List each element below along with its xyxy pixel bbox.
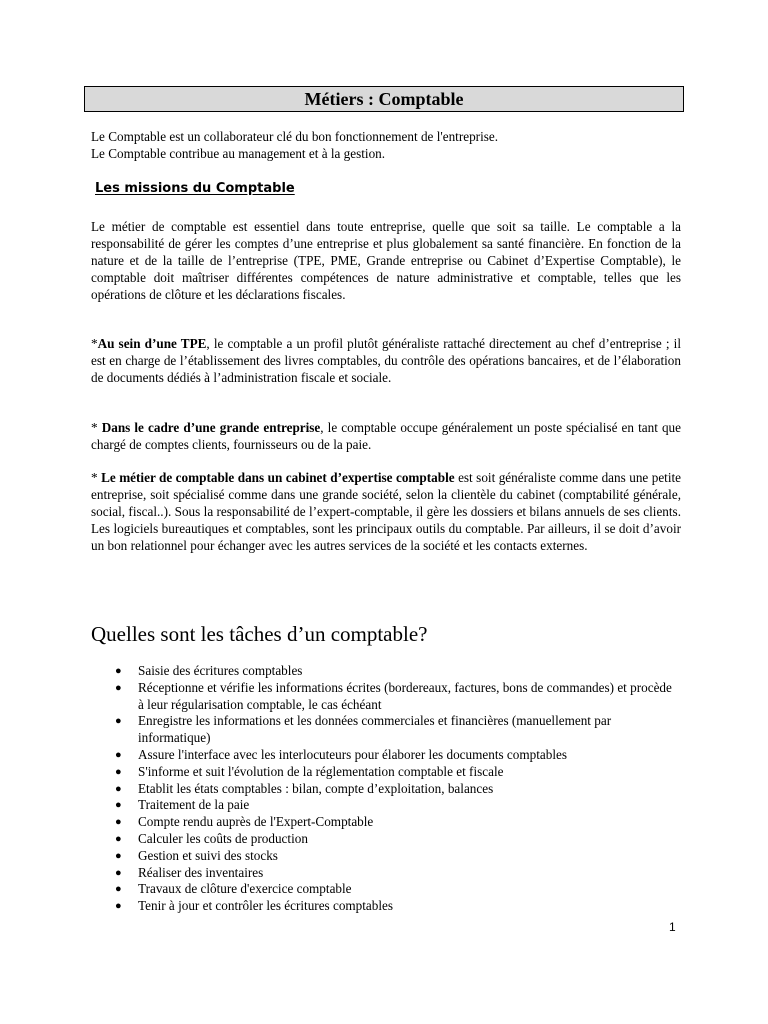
task-text: Assure l'interface avec les interlocuteurs pour élaborer les documents comptables [138,746,567,762]
task-list-item [91,898,681,915]
paragraph-tpe [91,335,681,386]
task-text: Réceptionne et vérifie les informations écrites (bordereaux, factures, bons de commandes) et procède à leur régularisation comptable, le cas échéant [138,679,672,712]
intro-line: Le Comptable contribue au management et à la gestion. [91,146,386,161]
paragraph-grande-entreprise [91,419,681,453]
bullet-icon: ● [115,748,122,761]
section-heading: Les missions du Comptable [95,181,295,196]
task-list-item [91,680,681,714]
task-text: Réaliser des inventaires [138,864,264,880]
task-text: Calculer les coûts de production [138,830,308,846]
bullet-icon: ● [115,715,122,728]
bullet-icon: ● [115,832,122,845]
page-title: Métiers : Comptable [84,86,684,112]
tasks-heading: Quelles sont les tâches d’un comptable? [91,622,428,646]
paragraph-text: , le comptable a un profil plutôt généraliste rattaché directement au chef d’entreprise ; il est en charge de l’établissement des livres comptables, du contrôle des opérations bancaires, et de l’élaboration de documents dédiés à l’administration fiscale et sociale. [91,336,681,385]
task-list-item [91,831,681,848]
bullet-icon: ● [115,765,122,778]
task-text: Enregistre les informations et les données commerciales et financières (manuellement par informatique) [138,713,612,746]
task-list-item [91,814,681,831]
task-list-item [91,781,681,798]
intro-line: Le Comptable est un collaborateur clé du bon fonctionnement de l'entreprise. [91,129,499,144]
bullet-icon: ● [115,665,122,677]
task-text: Traitement de la paie [138,797,250,813]
bullet-icon: ● [115,681,122,694]
bullet-icon: ● [115,900,122,913]
task-list-item [91,663,681,680]
bullet-icon: ● [115,816,122,829]
paragraph-cabinet [91,469,681,554]
task-list-item [91,764,681,781]
paragraph-bold-lead: Au sein d’une TPE [97,336,207,351]
bullet-icon: ● [115,849,122,862]
task-list-item [91,865,681,882]
task-list-item [91,713,681,747]
task-text: Saisie des écritures comptables [138,663,303,678]
task-list [91,663,681,915]
bullet-icon: ● [115,883,122,896]
paragraph-text: , le comptable occupe généralement un poste spécialisé en tant que chargé de comptes clients, fournisseurs ou de la paie. [91,420,682,452]
intro-block [91,128,681,162]
task-text: Travaux de clôture d'exercice comptable [138,881,352,897]
paragraph-text: est soit généraliste comme dans une petite entreprise, soit spécialisé comme dans une grande société, selon la clientèle du cabinet (comptabilité générale, social, fiscal..). Sous la responsabilité de l’expert-comptable, il gère les dossiers et bilans annuels de ses clients. Les logiciels bureautiques et comptables, sont les principaux outils du comptable. Par ailleurs, il se doit d’avoir un bon relationnel pour échanger avec les autres services de la société et les contacts externes. [91,470,682,553]
task-text: Etablit les états comptables : bilan, compte d’exploitation, balances [138,780,494,796]
paragraph-prefix: * [91,470,102,485]
paragraph-prefix: * [91,420,102,435]
paragraph-intro-missions: Le métier de comptable est essentiel dans toute entreprise, quelle que soit sa taille. Le comptable a la responsabilité de gérer les comptes d’une entreprise et plus globalement sa santé financière. En fonction de la nature et de la taille de l’entreprise (TPE, PME, Grande entreprise ou Cabinet d’Expertise Comptable), le comptable doit maîtriser différentes compétences de nature administrative et comptable, telles que les opérations de clôture et les déclarations fiscales. [91,219,681,302]
paragraph-bold-lead: Le métier de comptable dans un cabinet d’expertise comptable [101,470,455,485]
task-list-item [91,747,681,764]
task-text: Compte rendu auprès de l'Expert-Comptable [138,814,374,830]
bullet-icon: ● [115,866,122,879]
bullet-icon: ● [115,799,122,812]
task-list-item [91,797,681,814]
task-text: Gestion et suivi des stocks [138,847,278,863]
bullet-icon: ● [115,782,122,795]
task-text: Tenir à jour et contrôler les écritures comptables [138,898,394,914]
task-list-item [91,848,681,865]
task-list-item [91,881,681,898]
page-number: 1 [669,920,676,934]
paragraph-prefix: * [91,336,98,351]
task-text: S'informe et suit l'évolution de la réglementation comptable et fiscale [138,763,504,779]
paragraph-bold-lead: Dans le cadre d’une grande entreprise [101,420,321,435]
